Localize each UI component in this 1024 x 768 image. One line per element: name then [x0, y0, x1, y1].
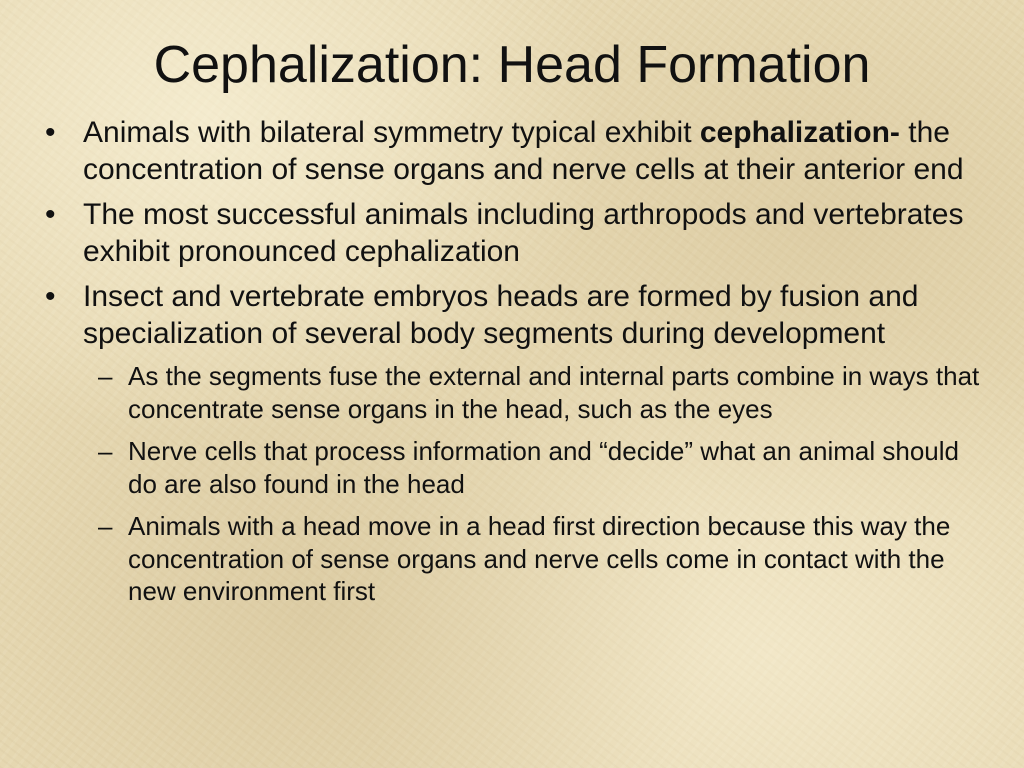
bullet-marker: •: [45, 280, 56, 313]
slide-content: [42, 114, 992, 618]
bullet-item: [42, 196, 992, 270]
bullet-item: [42, 114, 992, 188]
slide-title: Cephalization: Head Formation: [153, 36, 871, 94]
bullet-text-rest: the concentration of sense organs and nerve cells at their anterior end: [83, 116, 964, 186]
sub-bullet-item: [87, 510, 992, 608]
bullet-item: [42, 278, 992, 352]
sub-bullet-item: [87, 360, 992, 425]
sub-bullet-text: Animals with a head move in a head first direction because this way the concentration of sense organs and nerve cells come in contact with the new environment first: [128, 511, 951, 606]
sub-bullet-item: [87, 435, 992, 500]
bullet-text: Insect and vertebrate embryos heads are formed by fusion and specialization of several body segments during development: [83, 280, 919, 350]
bullet-text-start: Animals with bilateral symmetry typical exhibit: [83, 116, 700, 149]
sub-bullet-marker: –: [98, 511, 113, 541]
bullet-marker: •: [45, 198, 56, 231]
sub-bullet-marker: –: [98, 361, 113, 391]
sub-bullet-text: As the segments fuse the external and internal parts combine in ways that concentrate sense organs in the head, such as the eyes: [128, 361, 980, 424]
sub-bullet-marker: –: [98, 436, 113, 466]
bullet-text: The most successful animals including arthropods and vertebrates exhibit pronounced cephalization: [83, 198, 964, 268]
sub-bullet-text: Nerve cells that process information and “decide” what an animal should do are also found in the head: [128, 436, 959, 499]
sub-bullet-list: [42, 360, 992, 608]
bullet-term-bold: cephalization-: [699, 116, 900, 149]
bullet-marker: •: [45, 116, 56, 149]
